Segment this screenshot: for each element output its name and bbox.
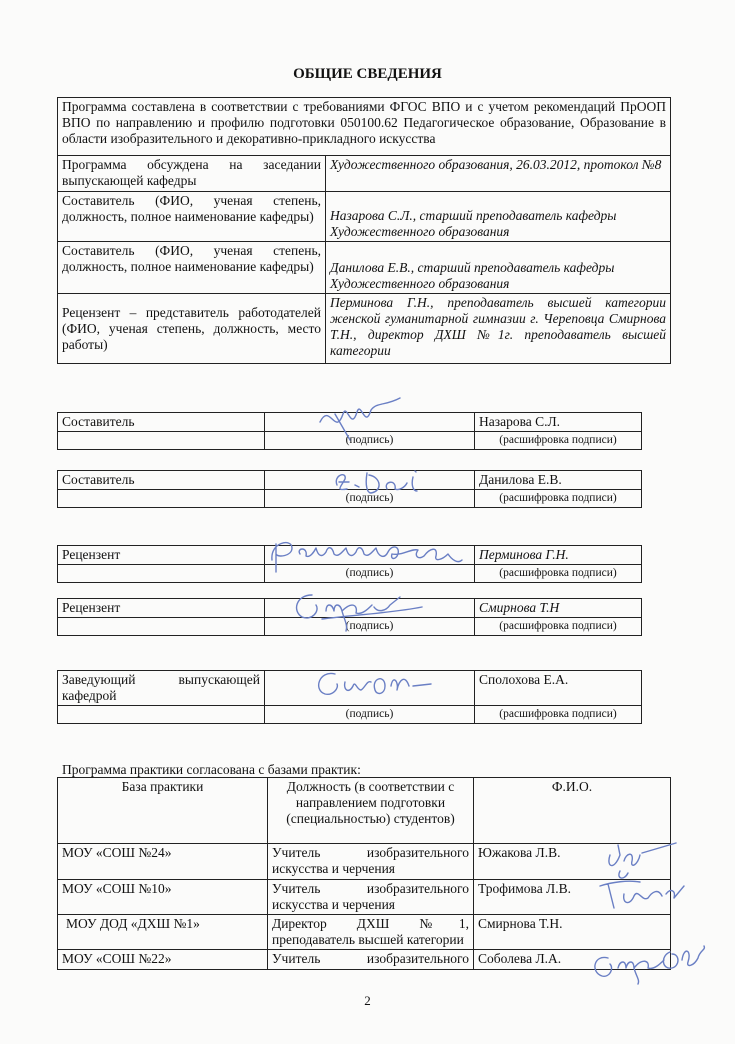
info-value: Перминова Г.Н., преподаватель высшей категории женской гуманитарной гимназии г. Череповца Смирнова Т.Н., директор ДХШ №1г. преподаватель высшей категории xyxy=(326,294,671,364)
info-label: Составитель (ФИО, ученая степень, должность, полное наименование кафедры) xyxy=(58,192,326,242)
name-caption: (расшифровка подписи) xyxy=(475,706,642,724)
practice-base: МОУ ДОД «ДХШ №1» xyxy=(58,915,268,950)
signature-block xyxy=(57,545,642,583)
intro-text: Программа составлена в соответствии с требованиями ФГОС ВПО и с учетом рекомендаций ПрООП ВПО по направлению и профилю подготовки 050100.62 Педагогическое образование, Образование в области изобразительного и декоративно-прикладного искусства xyxy=(58,98,671,156)
practice-position: Директор ДХШ №1, преподаватель высшей категории xyxy=(268,915,474,950)
signature-block xyxy=(57,412,642,450)
empty-cell xyxy=(58,618,265,636)
signature-field xyxy=(265,599,475,618)
name-caption: (расшифровка подписи) xyxy=(475,432,642,450)
practice-base: МОУ «СОШ №22» xyxy=(58,950,268,970)
practice-base: МОУ «СОШ №10» xyxy=(58,880,268,915)
signature-role: Рецензент xyxy=(58,599,265,618)
name-caption: (расшифровка подписи) xyxy=(475,565,642,583)
signature-field xyxy=(265,413,475,432)
practice-fio: Южакова Л.В. xyxy=(474,844,671,880)
signature-caption: (подпись) xyxy=(265,706,475,724)
practice-fio: Соболева Л.А. xyxy=(474,950,671,970)
column-header: База практики xyxy=(58,778,268,844)
info-label: Составитель (ФИО, ученая степень, должность, полное наименование кафедры) xyxy=(58,242,326,294)
practice-base: МОУ «СОШ №24» xyxy=(58,844,268,880)
practice-heading: Программа практики согласована с базами практик: xyxy=(62,762,361,777)
signature-field xyxy=(265,471,475,490)
signature-block xyxy=(57,470,642,508)
signature-caption: (подпись) xyxy=(265,565,475,583)
table-row xyxy=(58,950,671,970)
empty-cell xyxy=(58,706,265,724)
name-caption: (расшифровка подписи) xyxy=(475,618,642,636)
info-label: Рецензент – представитель работодателей (ФИО, ученая степень, должность, место работы) xyxy=(58,294,326,364)
signature-caption: (подпись) xyxy=(265,432,475,450)
info-label: Программа обсуждена на заседании выпускающей кафедры xyxy=(58,156,326,192)
signature-name: Сполохова Е.А. xyxy=(475,671,642,706)
practice-fio: Трофимова Л.В. xyxy=(474,880,671,915)
page-number: 2 xyxy=(364,993,371,1008)
column-header: Должность (в соответствии с направлением подготовки (специальностью) студентов) xyxy=(268,778,474,844)
info-value: Назарова С.Л., старший преподаватель кафедры Художественного образования xyxy=(326,192,671,242)
practice-position: Учитель изобразительного искусства и черчения xyxy=(268,880,474,915)
practice-table xyxy=(57,777,671,970)
name-caption: (расшифровка подписи) xyxy=(475,490,642,508)
signature-caption: (подпись) xyxy=(265,490,475,508)
signature-name: Назарова С.Л. xyxy=(475,413,642,432)
practice-fio: Смирнова Т.Н. xyxy=(474,915,671,950)
empty-cell xyxy=(58,490,265,508)
info-value: Художественного образования, 26.03.2012, протокол №8 xyxy=(326,156,671,192)
signature-block xyxy=(57,598,642,636)
signature-field xyxy=(265,671,475,706)
signature-name: Смирнова Т.Н xyxy=(475,599,642,618)
practice-position: Учитель изобразительного искусства и черчения xyxy=(268,844,474,880)
column-header: Ф.И.О. xyxy=(474,778,671,844)
empty-cell xyxy=(58,432,265,450)
page-title: ОБЩИЕ СВЕДЕНИЯ xyxy=(293,66,442,82)
info-table xyxy=(57,97,671,364)
table-row xyxy=(58,915,671,950)
signature-block xyxy=(57,670,642,724)
table-row xyxy=(58,880,671,915)
table-row xyxy=(58,844,671,880)
signature-role: Составитель xyxy=(58,413,265,432)
signature-name: Перминова Г.Н. xyxy=(475,546,642,565)
signature-role: Рецензент xyxy=(58,546,265,565)
signature-name: Данилова Е.В. xyxy=(475,471,642,490)
practice-position: Учитель изобразительного xyxy=(268,950,474,970)
signature-role: Составитель xyxy=(58,471,265,490)
signature-field xyxy=(265,546,475,565)
signature-caption: (подпись) xyxy=(265,618,475,636)
empty-cell xyxy=(58,565,265,583)
info-value: Данилова Е.В., старший преподаватель кафедры Художественного образования xyxy=(326,242,671,294)
signature-role: Заведующий выпускающей кафедрой xyxy=(58,671,265,706)
